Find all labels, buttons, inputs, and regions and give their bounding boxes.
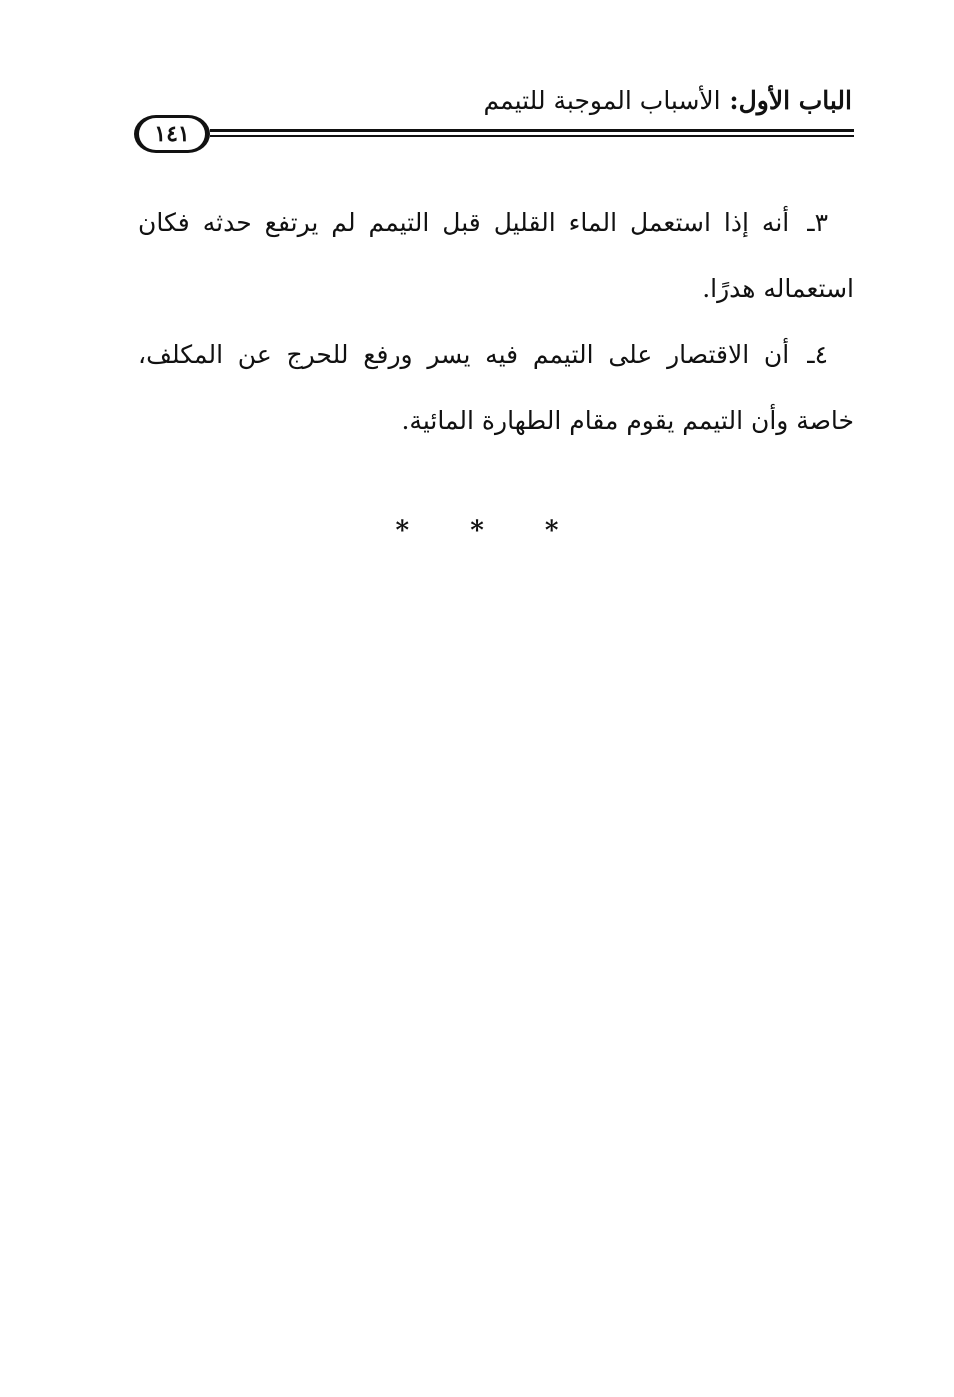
chapter-title: الباب الأول: — [729, 86, 852, 115]
page-number-frame — [134, 115, 210, 153]
item-number: ٣ـ — [807, 208, 828, 237]
header-rule-thick — [210, 129, 854, 132]
header-rule-thin — [210, 135, 854, 137]
page-number: ١٤١ — [154, 121, 190, 147]
section-separator: * * * — [395, 516, 585, 546]
item-number: ٤ـ — [807, 340, 828, 369]
list-item — [138, 190, 854, 322]
section-title: الأسباب الموجبة للتيمم — [483, 86, 721, 115]
item-text: أنه إذا استعمل الماء القليل قبل التيمم لم يرتفع حدثه فكان استعماله هدرًا. — [138, 208, 854, 303]
body-text — [138, 190, 854, 454]
running-header — [483, 86, 852, 116]
item-text: أن الاقتصار على التيمم فيه يسر ورفع للحرج عن المكلف، خاصة وأن التيمم يقوم مقام الطهارة المائية. — [138, 340, 854, 435]
list-item — [138, 322, 854, 454]
